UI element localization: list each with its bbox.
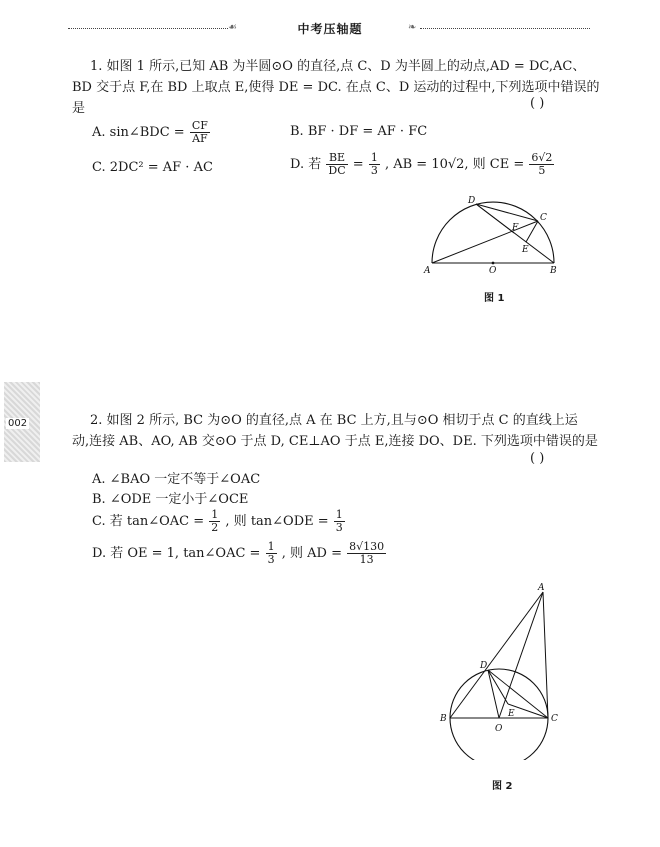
q2-option-d-den1: 3: [267, 553, 275, 566]
q2-option-c-frac2: [334, 509, 345, 534]
q1-option-a-fraction: [190, 120, 210, 145]
q1-text: [72, 56, 600, 119]
fig1-label-d: D: [468, 196, 476, 206]
q2-option-b: B. ∠ODE 一定小于∠OCE: [92, 492, 249, 507]
figure-2-diagram: [436, 580, 566, 760]
header-rule-right: [420, 28, 590, 29]
fig2-label-d: D: [480, 661, 488, 671]
q2-text: [72, 410, 598, 452]
q2-option-d-frac2: [347, 541, 386, 566]
q1-option-d-num3: 6√2: [531, 151, 553, 164]
fig2-segment-de: [488, 670, 508, 704]
fig2-label-e: E: [508, 709, 515, 719]
fig2-segment-ab: [450, 592, 543, 718]
q1-option-d-frac1: [326, 152, 347, 177]
fig2-label-b: B: [440, 714, 447, 724]
fig1-label-c: C: [540, 213, 547, 223]
figure-1-caption: 图 1: [484, 293, 505, 304]
q1-option-a-den: AF: [192, 132, 208, 145]
q1-option-d-frac3: [529, 152, 554, 177]
q1-line-3: 是: [72, 101, 86, 116]
q2-option-d-mid: , 则 AD =: [281, 546, 342, 561]
fig1-label-o: O: [489, 266, 497, 276]
q2-option-c-mid: , 则 tan∠ODE =: [225, 514, 329, 529]
q2-line-1: 2. 如图 2 所示, BC 为⊙O 的直径,点 A 在 BC 上方,且与⊙O 相切于点 C 的直线上运: [90, 413, 578, 428]
q2-option-c-den2: 3: [335, 521, 343, 534]
q1-option-d-den3: 5: [538, 164, 546, 177]
fig2-circle: [450, 669, 548, 760]
q1-option-d: [290, 152, 555, 177]
fig1-segment-df: [476, 204, 514, 233]
q2-line-2: 动,连接 AB、AO, AB 交⊙O 于点 D, CE⊥AO 于点 E,连接 DO、DE. 下列选项中错误的是: [72, 434, 598, 449]
q2-option-d: [92, 541, 387, 566]
q1-option-a: [92, 120, 211, 145]
q2-option-a: A. ∠BAO 一定不等于∠OAC: [92, 472, 261, 487]
fig1-label-e: E: [522, 245, 529, 255]
q1-option-a-prefix: A. sin∠BDC =: [92, 125, 185, 140]
q2-option-c-num1: 1: [211, 508, 219, 521]
page-header-title: 中考压轴题: [297, 22, 363, 36]
fig1-segment-dc: [476, 204, 538, 221]
q2-option-c-den1: 2: [211, 521, 219, 534]
fig1-label-a: A: [424, 266, 431, 276]
q1-option-d-den1: DC: [328, 164, 346, 177]
q1-option-b: B. BF · DF = AF · FC: [290, 124, 428, 139]
q1-option-a-num: CF: [191, 119, 208, 132]
fig1-segment-ac: [432, 221, 538, 263]
q2-option-d-num1: 1: [267, 540, 275, 553]
figure-1-diagram: [420, 190, 570, 280]
q2-option-d-num2: 8√130: [349, 540, 385, 553]
q1-option-c: C. 2DC² = AF · AC: [92, 160, 213, 175]
fig2-label-o: O: [495, 724, 503, 734]
q2-option-c-prefix: C. 若 tan∠OAC =: [92, 514, 205, 529]
fig1-label-f: F: [512, 223, 519, 233]
fig2-label-c: C: [551, 714, 558, 724]
q2-option-c-frac1: [209, 509, 220, 534]
q2-option-d-den2: 13: [359, 553, 374, 566]
fig1-label-b: B: [550, 266, 557, 276]
figure-2-caption: 图 2: [492, 781, 513, 792]
fig1-center-dot: [492, 262, 495, 265]
fig1-semicircle: [432, 202, 554, 263]
q1-option-d-num1: BE: [326, 152, 347, 165]
header-ornament-right: ❧: [408, 22, 417, 33]
q2-answer-bracket: ( ): [530, 451, 545, 466]
q1-option-d-prefix: D. 若: [290, 157, 322, 172]
q1-option-d-den2: 3: [370, 164, 378, 177]
q1-answer-bracket: ( ): [530, 96, 545, 111]
side-page-number: 002: [8, 418, 28, 429]
fig2-label-a: A: [538, 583, 545, 593]
q2-option-d-frac1: [266, 541, 277, 566]
q1-option-d-frac2: [369, 152, 380, 177]
q2-option-c: [92, 509, 346, 534]
q2-option-c-num2: 1: [335, 508, 343, 521]
q1-option-d-equals: =: [352, 157, 364, 172]
header-ornament-left: ☙: [228, 22, 237, 33]
q1-line-2: BD 交于点 F,在 BD 上取点 E,使得 DE = DC. 在点 C、D 运动的过程中,下列选项中错误的: [72, 80, 600, 95]
fig1-segment-ce: [526, 221, 538, 242]
q1-option-d-num2: 1: [370, 151, 378, 164]
q1-line-1: 1. 如图 1 所示,已知 AB 为半圆⊙O 的直径,点 C、D 为半圆上的动点,AD = DC,AC、: [90, 59, 586, 74]
q2-option-d-prefix: D. 若 OE = 1, tan∠OAC =: [92, 546, 261, 561]
q1-option-d-mid: , AB = 10√2, 则 CE =: [384, 157, 525, 172]
